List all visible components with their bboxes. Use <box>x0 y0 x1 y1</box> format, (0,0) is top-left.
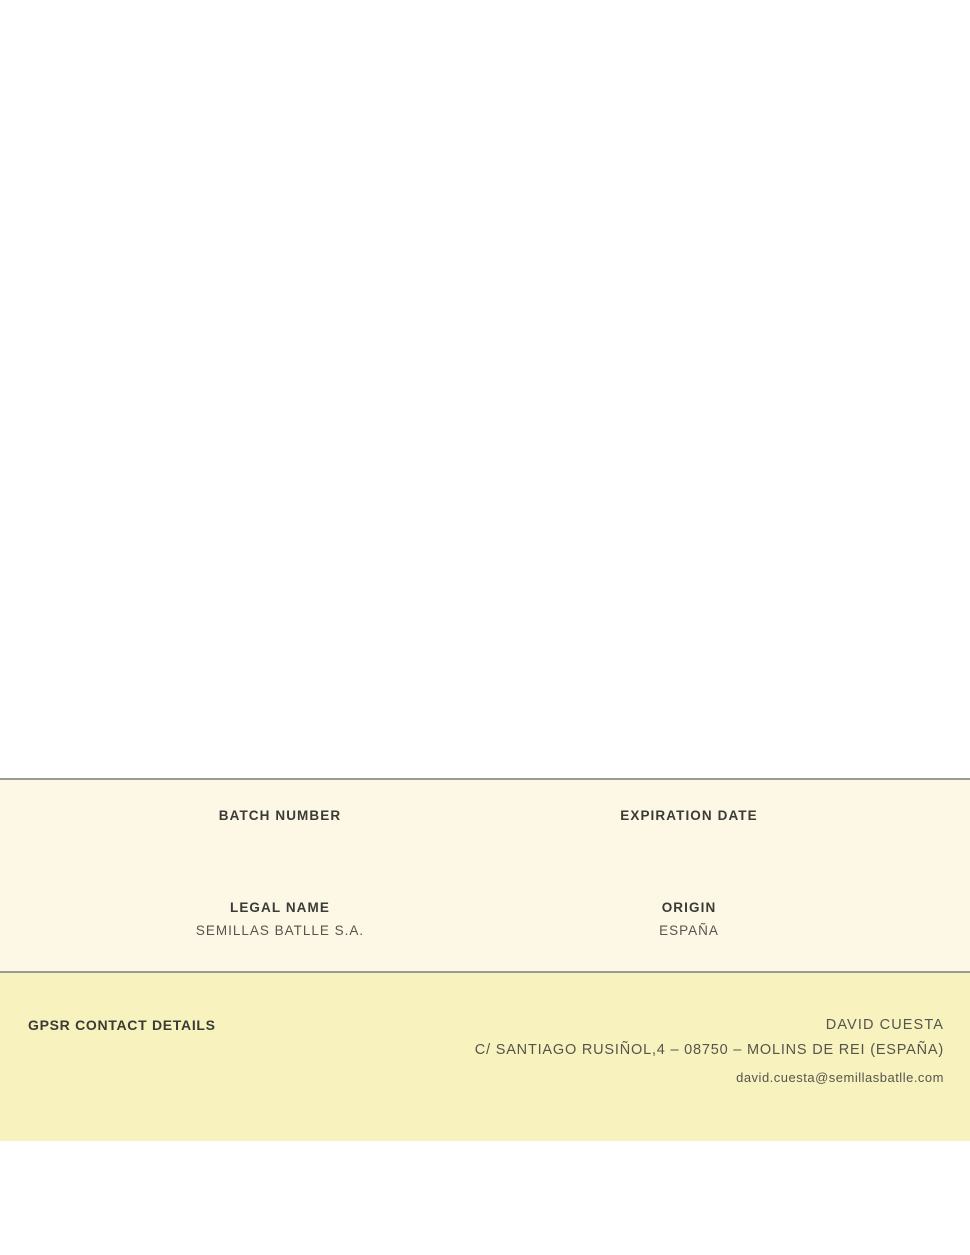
product-info-panel <box>0 778 970 973</box>
gpsr-contact-email: david.cuesta@semillasbatlle.com <box>736 1070 944 1085</box>
gpsr-contact-block <box>475 1013 944 1090</box>
field-batch-number-label: BATCH NUMBER <box>218 808 342 823</box>
field-origin-value: ESPAÑA <box>659 923 719 938</box>
field-origin <box>560 900 818 939</box>
field-batch-number <box>148 808 412 847</box>
field-legal-name-label: LEGAL NAME <box>229 900 330 915</box>
field-expiration-date-label: EXPIRATION DATE <box>620 808 758 823</box>
gpsr-contact-name: DAVID CUESTA <box>825 1017 944 1033</box>
gpsr-title: GPSR CONTACT DETAILS <box>28 1017 216 1033</box>
field-expiration-date <box>560 808 818 847</box>
product-info-grid <box>0 780 970 971</box>
footer-blank-area <box>0 1141 970 1255</box>
gpsr-contact-section <box>0 973 970 1141</box>
field-legal-name-value: SEMILLAS BATLLE S.A. <box>195 923 365 938</box>
gpsr-contact-address: C/ SANTIAGO RUSIÑOL,4 – 08750 – MOLINS DE REI (ESPAÑA) <box>474 1042 944 1058</box>
field-expiration-date-value <box>560 831 818 847</box>
field-legal-name <box>148 900 412 939</box>
field-batch-number-value <box>148 831 412 847</box>
field-origin-label: ORIGIN <box>661 900 717 915</box>
